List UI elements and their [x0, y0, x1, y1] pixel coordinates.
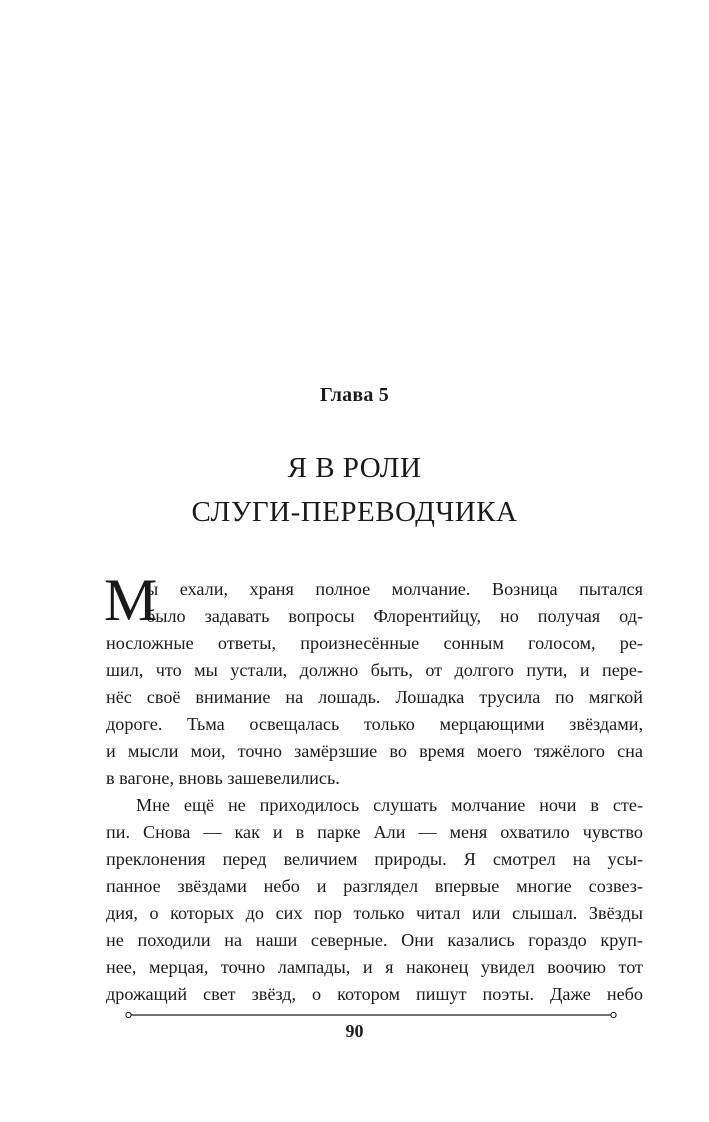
- text-line: дия, о которых до сих пор только читал или слышал. Звёзды: [106, 903, 643, 923]
- page-number: 90: [345, 1021, 364, 1041]
- text-line: носложные ответы, произнесённые сонным голосом, ре-: [106, 633, 643, 653]
- text-line: дрожащий свет звёзд, о котором пишут поэты. Даже небо: [106, 984, 643, 1004]
- chapter-title-line-2: СЛУГИ-ПЕРЕВОДЧИКА: [191, 496, 518, 528]
- paragraph-1: [104, 567, 643, 792]
- text-line: ы ехали, храня полное молчание. Возница пытался: [146, 579, 643, 599]
- text-line: преклонения перед величием природы. Я смотрел на усы-: [106, 849, 643, 869]
- text-line: дороге. Тьма освещалась только мерцающими звёздами,: [106, 714, 643, 734]
- drop-cap: М: [104, 567, 158, 633]
- text-line: не походили на наши северные. Они казались гораздо круп-: [106, 930, 643, 950]
- text-line: и мысли мои, точно замёрзшие во время моего тяжёлого сна: [106, 741, 643, 761]
- text-line: панное звёздами небо и разглядел впервые многие созвез-: [106, 876, 643, 896]
- body-text: [104, 567, 643, 1008]
- text-line: нее, мерцая, точно лампады, и я наконец увидел воочию тот: [106, 957, 643, 977]
- text-line: шил, что мы устали, должно быть, от долгого пути, и пере-: [106, 660, 643, 680]
- chapter-title: [0, 446, 709, 534]
- paragraph-2: [106, 792, 643, 1008]
- text-line: Мне ещё не приходилось слушать молчание ночи в сте-: [136, 795, 643, 815]
- text-line: в вагоне, вновь зашевелились.: [106, 768, 340, 788]
- text-line: было задавать вопросы Флорентийцу, но получая од-: [146, 606, 643, 626]
- footer-ornamental-rule: [125, 1011, 617, 1019]
- chapter-title-line-1: Я В РОЛИ: [287, 452, 422, 484]
- text-line: нёс своё внимание на лошадь. Лошадка трусила по мягкой: [106, 687, 643, 707]
- text-line: пи. Снова — как и в парке Али — меня охватило чувство: [106, 822, 643, 842]
- chapter-label: Глава 5: [320, 384, 389, 406]
